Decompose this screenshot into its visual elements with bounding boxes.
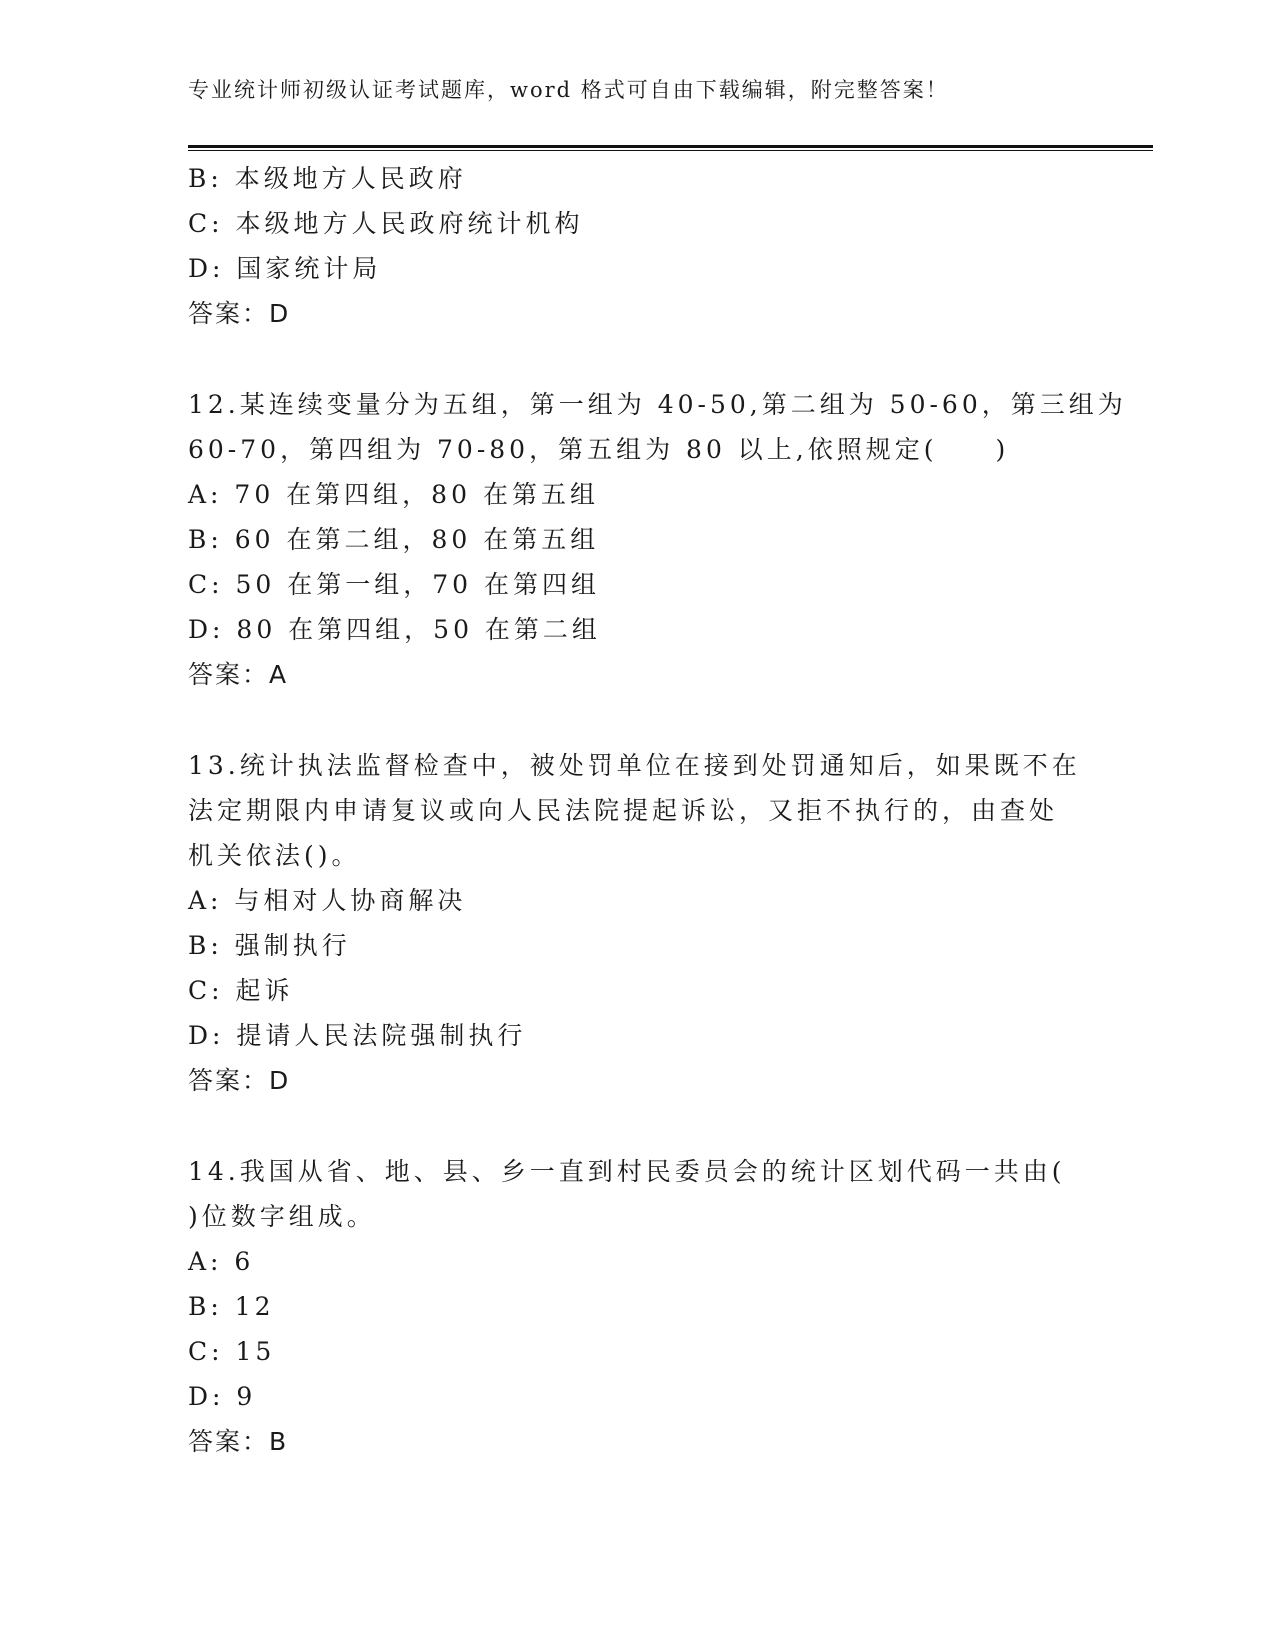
header-rule-thick xyxy=(188,145,1153,148)
option-b: B: 强制执行 xyxy=(188,931,351,960)
question-content xyxy=(188,156,1127,1464)
question-stem-line: 13.统计执法监督检查中，被处罚单位在接到处罚通知后，如果既不在 xyxy=(188,751,1081,780)
answer-line: 答案：D xyxy=(188,299,291,328)
answer-line: 答案：D xyxy=(188,1066,291,1095)
spacer xyxy=(188,336,1108,382)
question-stem-line: )位数字组成。 xyxy=(188,1202,376,1231)
option-a: A: 与相对人协商解决 xyxy=(188,886,467,915)
answer-line: 答案：B xyxy=(188,1427,289,1456)
option-d: D: 提请人民法院强制执行 xyxy=(188,1021,527,1050)
spacer xyxy=(188,1103,1108,1149)
option-c: C: 15 xyxy=(188,1337,276,1366)
spacer xyxy=(188,697,1108,743)
question-11-continuation xyxy=(188,156,1108,336)
question-14 xyxy=(188,1149,1108,1464)
option-a: A: 6 xyxy=(188,1247,255,1276)
option-c: C: 起诉 xyxy=(188,976,294,1005)
question-stem-line: 14.我国从省、地、县、乡一直到村民委员会的统计区划代码一共由( xyxy=(188,1157,1066,1186)
answer-line: 答案：A xyxy=(188,660,289,689)
option-a: A: 70 在第四组，80 在第五组 xyxy=(188,480,599,509)
option-d: D: 9 xyxy=(188,1382,257,1411)
option-b: B: 本级地方人民政府 xyxy=(188,164,467,193)
question-stem-line: 60-70，第四组为 70-80，第五组为 80 以上,依照规定( ) xyxy=(188,435,1010,464)
option-d: D: 80 在第四组，50 在第二组 xyxy=(188,615,601,644)
option-c: C: 50 在第一组，70 在第四组 xyxy=(188,570,601,599)
header-rule-thin xyxy=(188,150,1153,151)
question-stem-line: 12.某连续变量分为五组，第一组为 40-50,第二组为 50-60，第三组为 xyxy=(188,390,1127,419)
option-b: B: 12 xyxy=(188,1292,275,1321)
page-header: 专业统计师初级认证考试题库，word 格式可自由下载编辑，附完整答案！ xyxy=(188,78,949,102)
option-d: D: 国家统计局 xyxy=(188,254,382,283)
question-13 xyxy=(188,743,1108,1103)
question-stem-line: 机关依法()。 xyxy=(188,841,361,870)
option-b: B: 60 在第二组，80 在第五组 xyxy=(188,525,600,554)
question-stem-line: 法定期限内申请复议或向人民法院提起诉讼，又拒不执行的，由查处 xyxy=(188,796,1059,825)
question-12 xyxy=(188,382,1127,697)
option-c: C: 本级地方人民政府统计机构 xyxy=(188,209,584,238)
